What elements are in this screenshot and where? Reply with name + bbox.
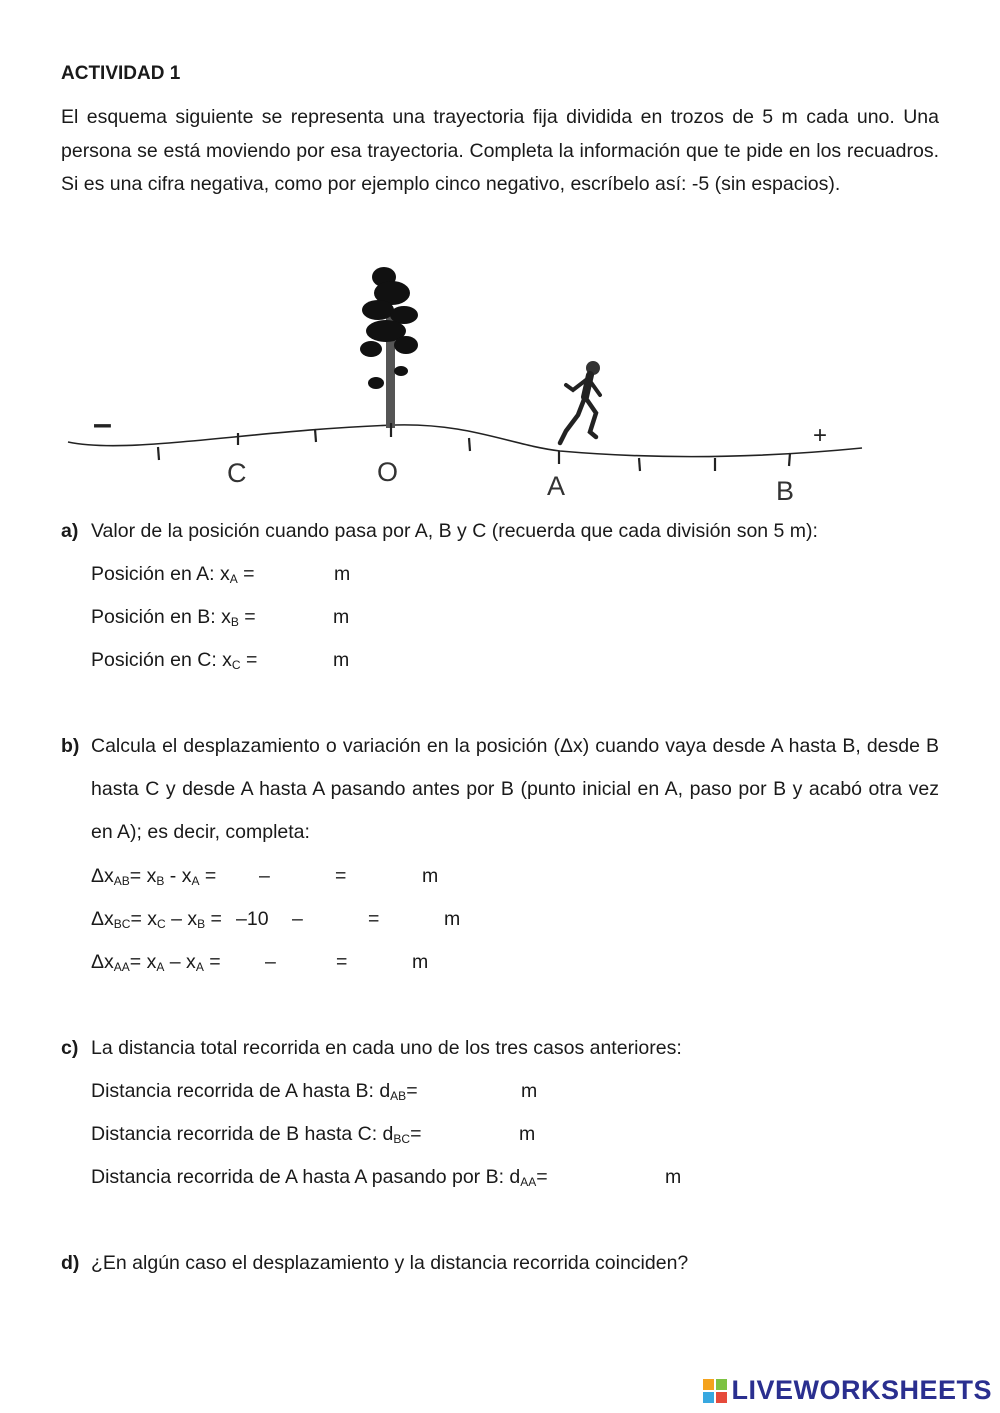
displacement-aa-row: $\Delta x_{AA}= x_A - x_A$ =: [91, 951, 221, 974]
minus-sign: –: [93, 405, 112, 443]
intro-paragraph: El esquema siguiente se representa una trayectoria fija dividida en trozos de 5 m cada uno. Una persona se está moviendo por esa trayectoria. Completa la información que te pide en los recuadros. Si es una cifra negativa, como por ejemplo cinco negativo, escríbelo así: -5 (sin espacios).: [61, 106, 939, 195]
distance-bc-row: Distancia recorrida de B hasta C: $d_{BC}=$: [91, 1123, 422, 1146]
logo-square-2: [716, 1379, 727, 1390]
displacement-bc-minus: –: [292, 908, 303, 930]
position-a-unit: m: [334, 563, 351, 585]
distance-aa-row: Distancia recorrida de A hasta A pasando por B: $d_{AA}=$: [91, 1166, 548, 1189]
displacement-aa-equals: =: [336, 951, 348, 973]
logo-squares-icon: [703, 1379, 727, 1403]
displacement-aa-unit: m: [412, 951, 429, 973]
question-d-letter: d): [61, 1252, 80, 1274]
displacement-ab-equals: =: [335, 865, 347, 887]
question-b-text: Calcula el desplazamiento o variación en la posición (Δx) cuando vaya desde A hasta B, desde B hasta C y desde A hasta A pasando antes por B (punto inicial en A, paso por B y acabó otra vez en A); es decir, completa:: [91, 735, 939, 843]
question-c-text: La distancia total recorrida en cada uno de los tres casos anteriores:: [91, 1037, 682, 1059]
liveworksheets-logo: [703, 1375, 992, 1406]
distance-aa-unit: m: [665, 1166, 682, 1188]
question-b-letter: b): [61, 735, 80, 757]
label-c: C: [227, 458, 247, 488]
plus-sign: +: [813, 422, 828, 449]
trajectory-diagram: [0, 255, 1000, 515]
position-b-unit: m: [333, 606, 350, 628]
question-d-text: ¿En algún caso el desplazamiento y la distancia recorrida coinciden?: [91, 1252, 689, 1274]
distance-ab-unit: m: [521, 1080, 538, 1102]
tree-icon: [360, 267, 418, 437]
trajectory-path: [68, 425, 862, 457]
position-c-row: Posición en C: $x_C$ =: [91, 649, 258, 672]
displacement-ab-row: $\Delta x_{AB}= x_B - x_A$ =: [91, 865, 217, 888]
displacement-ab-minus: –: [259, 865, 270, 887]
label-a: A: [547, 471, 566, 501]
question-a-text: Valor de la posición cuando pasa por A, B y C (recuerda que cada división son 5 m):: [91, 520, 818, 542]
label-b: B: [776, 476, 795, 506]
displacement-bc-unit: m: [444, 908, 461, 930]
distance-ab-row: Distancia recorrida de A hasta B: $d_{AB}=$: [91, 1080, 418, 1103]
label-o: O: [377, 457, 399, 487]
displacement-bc-equals: =: [368, 908, 380, 930]
logo-square-4: [716, 1392, 727, 1403]
activity-title: ACTIVIDAD 1: [61, 63, 181, 84]
displacement-ab-unit: m: [422, 865, 439, 887]
runner-icon: [560, 361, 600, 443]
distance-bc-unit: m: [519, 1123, 536, 1145]
question-c-letter: c): [61, 1037, 79, 1059]
question-a-letter: a): [61, 520, 79, 542]
position-c-unit: m: [333, 649, 350, 671]
displacement-aa-minus: –: [265, 951, 276, 973]
displacement-bc-given: –10: [236, 908, 269, 930]
logo-text: LIVEWORKSHEETS: [731, 1375, 992, 1405]
position-a-row: Posición en A: $x_A$ =: [91, 563, 255, 586]
displacement-bc-row: $\Delta x_{BC}= x_C - x_B$ =: [91, 908, 222, 931]
logo-square-1: [703, 1379, 714, 1390]
position-b-row: Posición en B: $x_B$ =: [91, 606, 256, 629]
logo-square-3: [703, 1392, 714, 1403]
